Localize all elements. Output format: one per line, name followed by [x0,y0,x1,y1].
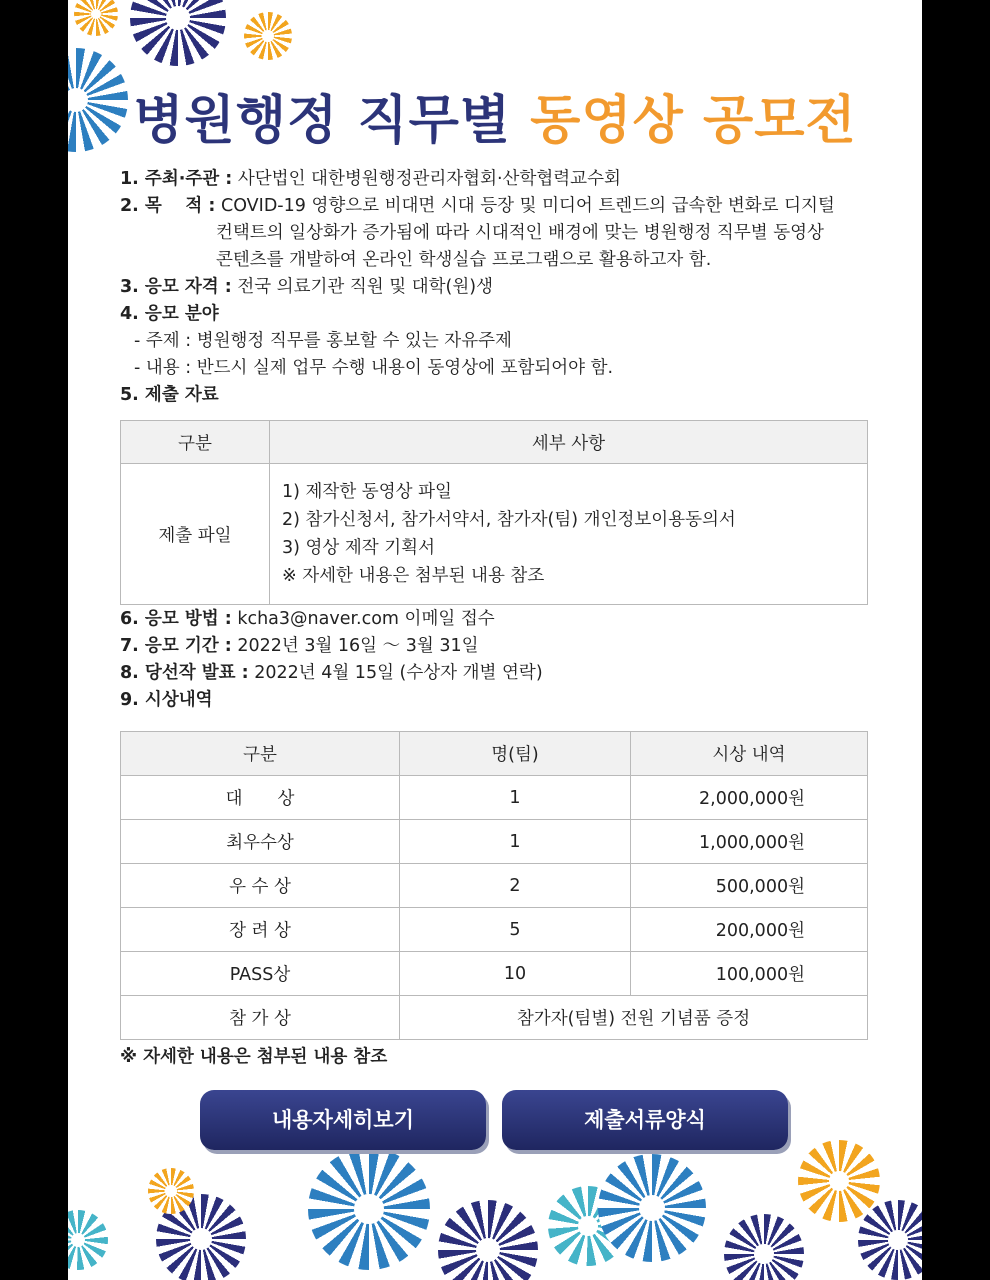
decor-flower-icon [308,1148,430,1270]
method-value: kcha3@naver.com 이메일 접수 [237,609,495,629]
prize-grade: 대 상 [121,776,400,820]
decor-flower-icon [68,1210,108,1270]
announce-label: 8. 당선작 발표 : [120,663,249,683]
prize-count: 10 [400,952,631,996]
info-list [120,166,880,409]
decor-flower-icon [598,1154,706,1262]
purpose-line-1: COVID-19 영향으로 비대면 시대 등장 및 미디어 트렌드의 급속한 변화로 디지털 [221,196,835,216]
decor-flower-icon [438,1200,538,1280]
prize-amount: 100,000원 [631,952,868,996]
period-label: 7. 응모 기간 : [120,636,232,656]
detail-item: 2) 참가신청서, 참가서약서, 참가자(팀) 개인정보이용동의서 [282,510,736,530]
title-part2: 동영상 공모전 [530,91,857,151]
decor-flower-icon [858,1200,922,1280]
period-row [120,633,880,660]
purpose-row [120,193,880,220]
prize-label: 9. 시상내역 [120,690,213,710]
detail-item: 3) 영상 제작 기획서 [282,538,435,558]
field-topic: - 주제 : 병원행정 직무를 홍보할 수 있는 자유주제 [134,331,512,351]
submission-table [120,420,868,605]
prize-count: 1 [400,776,631,820]
prize-grade: 최우수상 [121,820,400,864]
info-list-2 [120,606,880,714]
table-row [121,952,868,996]
purpose-line-2: 컨택트의 일상화가 증가됨에 따라 시대적인 배경에 맞는 병원행정 직무별 동영상 [216,223,824,243]
eligibility-row [120,274,880,301]
period-value: 2022년 3월 16일 ～ 3월 31일 [237,636,479,656]
submission-label: 5. 제출 자료 [120,385,219,405]
reference-note: ※ 자세한 내용은 첨부된 내용 참조 [120,1047,388,1067]
table-row [121,464,868,605]
prize-amount: 500,000원 [631,864,868,908]
eligibility-value: 전국 의료기관 직원 및 대학(원)생 [237,277,493,297]
field-label: 4. 응모 분야 [120,304,219,324]
submission-row-label: 제출 파일 [121,464,270,605]
table-row [121,776,868,820]
table-header: 구분 [121,732,400,776]
prize-amount: 2,000,000원 [631,776,868,820]
table-header: 명(팀) [400,732,631,776]
announce-row [120,660,880,687]
participation-prize: 참가자(팀별) 전원 기념품 증정 [400,996,868,1040]
table-row [121,996,868,1040]
purpose-line-3: 콘텐츠를 개발하여 온라인 학생실습 프로그램으로 활용하고자 함. [216,250,712,270]
prize-amount: 200,000원 [631,908,868,952]
table-header: 구분 [121,421,270,464]
prize-grade: 장 려 상 [121,908,400,952]
submission-forms-button[interactable]: 제출서류양식 [502,1090,788,1150]
decor-flower-icon [148,1168,194,1214]
host-row [120,166,880,193]
decor-flower-icon [130,0,226,66]
prize-grade: PASS상 [121,952,400,996]
detail-item: 1) 제작한 동영상 파일 [282,482,452,502]
method-row [120,606,880,633]
host-label: 1. 주최·주관 : [120,169,233,189]
prize-count: 2 [400,864,631,908]
field-content: - 내용 : 반드시 실제 업무 수행 내용이 동영상에 포함되어야 함. [134,358,614,378]
prize-count: 1 [400,820,631,864]
method-label: 6. 응모 방법 : [120,609,232,629]
decor-flower-icon [244,12,292,60]
table-header: 시상 내역 [631,732,868,776]
poster [68,0,922,1280]
table-header-row [121,732,868,776]
purpose-label: 2. 목 적 : [120,196,216,216]
table-header: 세부 사항 [270,421,868,464]
table-header-row [121,421,868,464]
table-row [121,864,868,908]
prize-table [120,731,868,1040]
decor-flower-icon [74,0,118,36]
page-title [68,78,922,153]
decor-flower-icon [724,1214,804,1280]
eligibility-label: 3. 응모 자격 : [120,277,232,297]
prize-amount: 1,000,000원 [631,820,868,864]
prize-grade: 우 수 상 [121,864,400,908]
title-part1: 병원행정 직무별 [133,91,512,151]
prize-grade: 참 가 상 [121,996,400,1040]
decor-flower-icon [798,1140,880,1222]
table-row [121,908,868,952]
host-value: 사단법인 대한병원행정관리자협회·산학협력교수회 [237,169,621,189]
prize-count: 5 [400,908,631,952]
table-row [121,820,868,864]
view-details-button[interactable]: 내용자세히보기 [200,1090,486,1150]
detail-item: ※ 자세한 내용은 첨부된 내용 참조 [282,566,545,586]
submission-details [270,464,868,605]
announce-value: 2022년 4월 15일 (수상자 개별 연락) [254,663,543,683]
